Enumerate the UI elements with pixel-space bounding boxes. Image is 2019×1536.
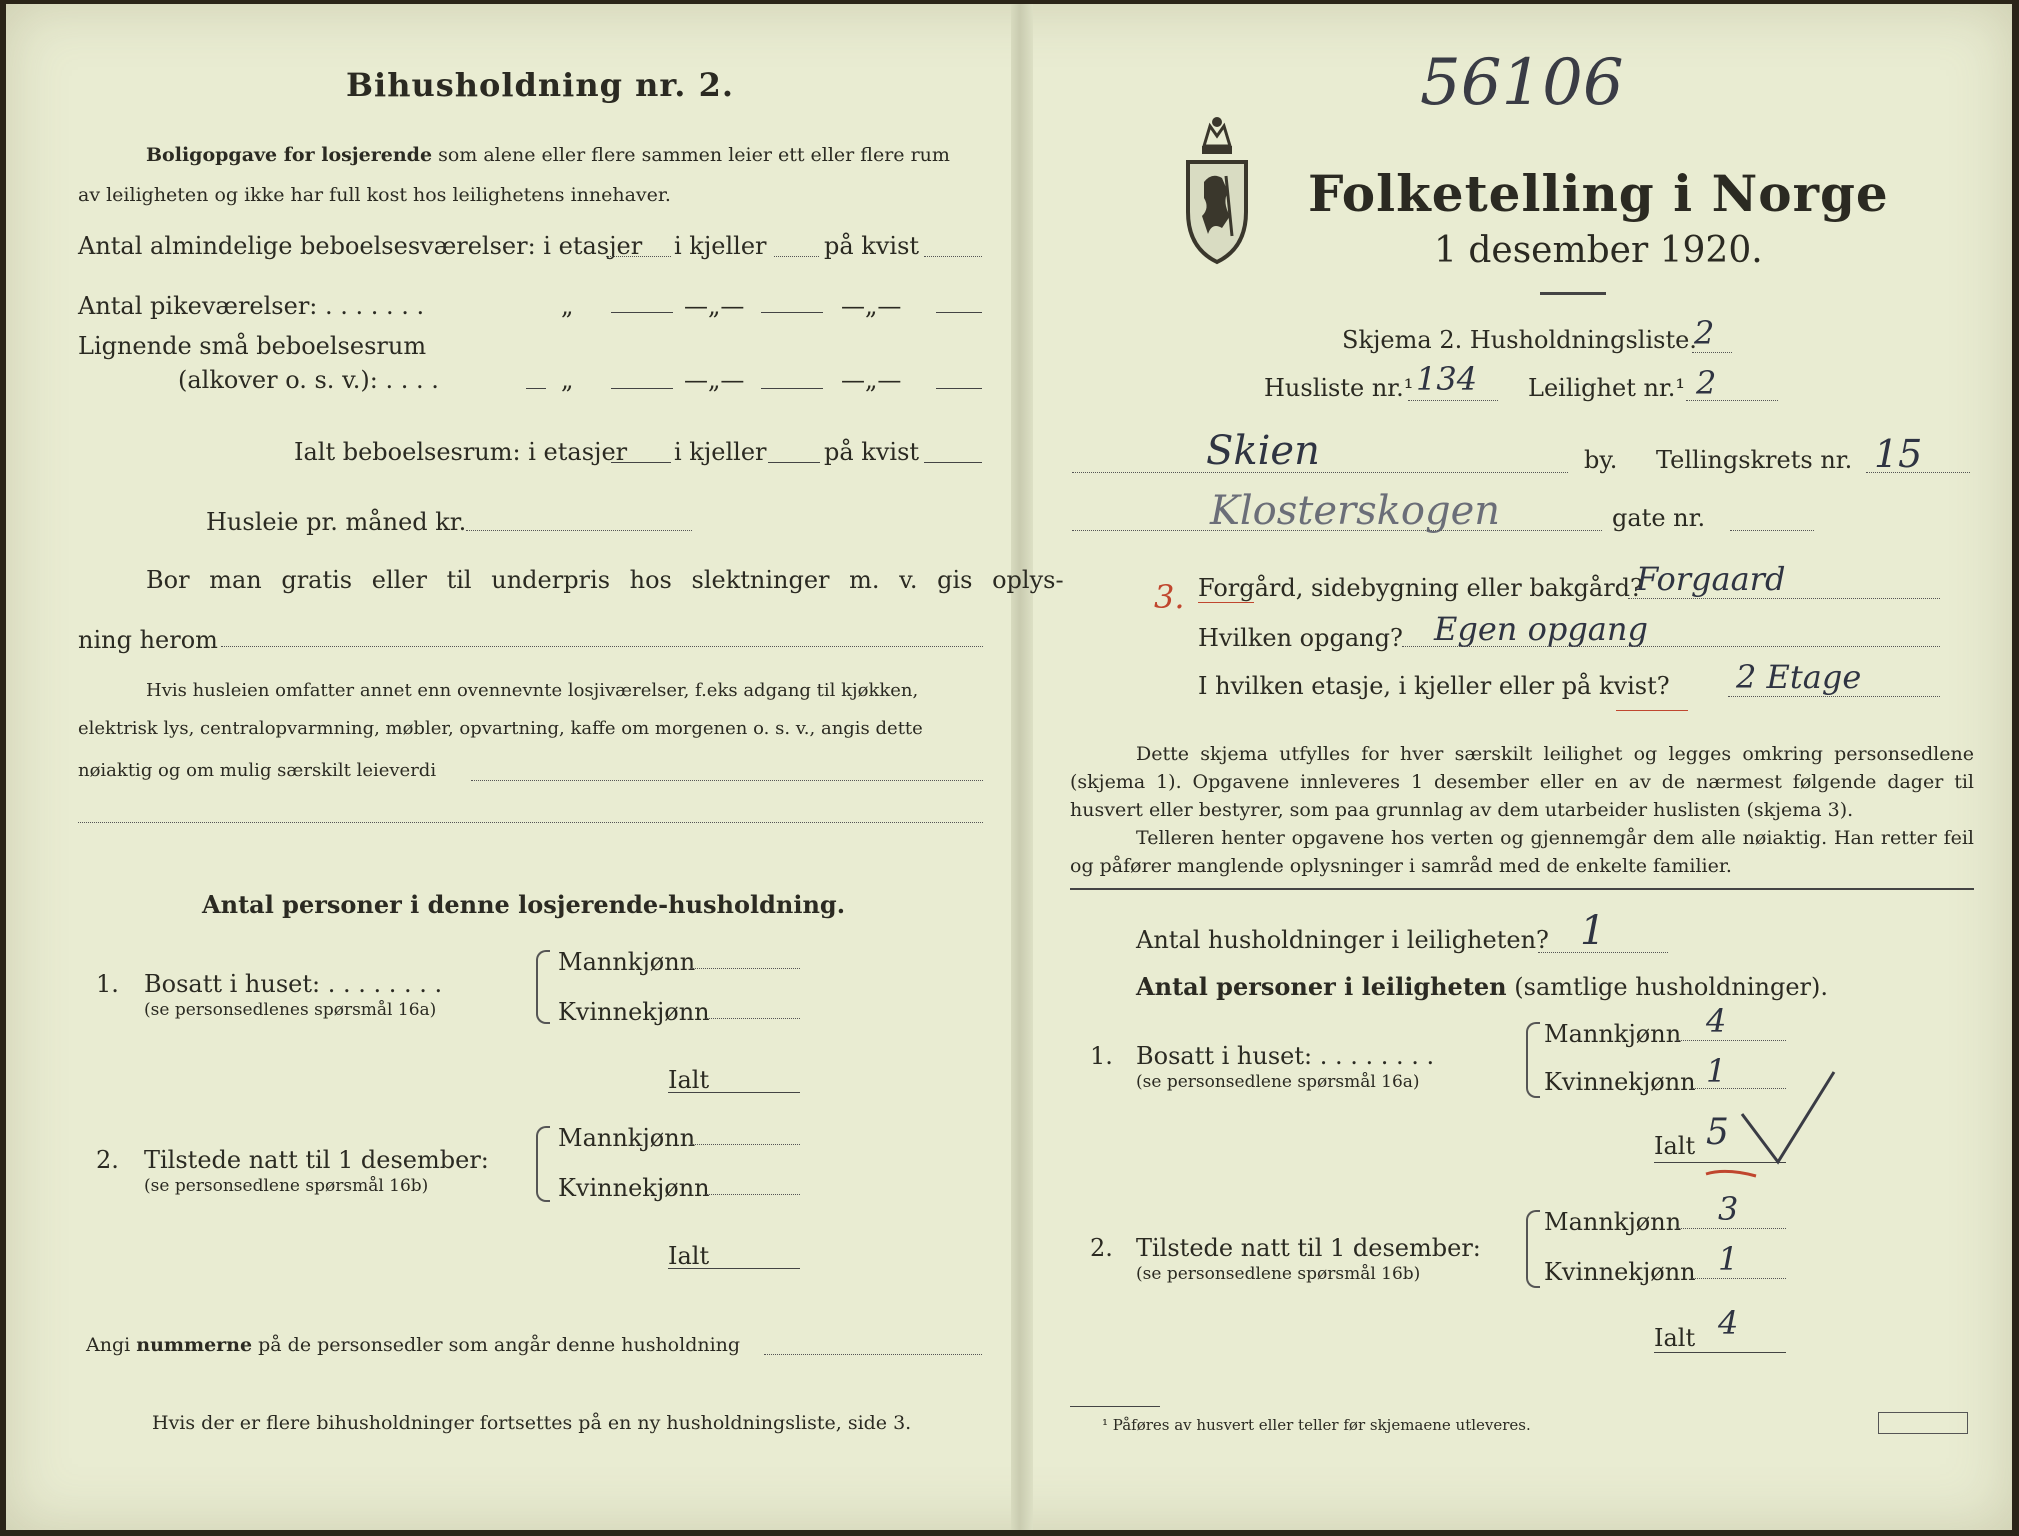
archive-number: 56106 xyxy=(1420,46,1624,120)
numbers-prefix: Angi xyxy=(86,1334,131,1356)
floor-line xyxy=(1728,696,1940,697)
total-kvist-line xyxy=(924,462,982,463)
instructions-2: Telleren henter opgavene hos verten og gjennemgår dem alle nøiaktig. Han retter feil og påfører manglende oplysninger i samråd med de enkelte familier. xyxy=(1070,827,1974,877)
households-line xyxy=(1538,952,1668,953)
alcove-line1 xyxy=(611,388,673,389)
total-etasjer-line xyxy=(611,462,671,463)
right-item1-male: Mannkjønn xyxy=(1544,1020,1682,1048)
similar-small-label: Lignende små beboelsesrum xyxy=(78,332,427,360)
street-label: gate nr. xyxy=(1612,504,1706,532)
census-date: 1 desember 1920. xyxy=(1434,230,1763,271)
free-line xyxy=(221,646,983,647)
pres-female-line xyxy=(1692,1278,1786,1279)
schema-label: Skjema 2. Husholdningsliste. xyxy=(1342,326,1697,354)
left-item2-sub: (se personsedlene spørsmål 16b) xyxy=(144,1176,429,1196)
left-item2-brace xyxy=(536,1126,550,1202)
maid-rooms-label: Antal pikeværelser: . . . . . . . xyxy=(78,292,425,320)
pres-total-line xyxy=(1654,1352,1786,1353)
note-extra-line xyxy=(78,822,983,823)
district-hw: 15 xyxy=(1874,432,1923,476)
free-line2: ning herom xyxy=(78,626,218,654)
pres-female-hw: 1 xyxy=(1718,1240,1739,1278)
left-item2-total: Ialt xyxy=(668,1242,710,1270)
left-persons-heading: Antal personer i denne losjerende-husholdning. xyxy=(202,890,846,919)
schema-hw: 2 xyxy=(1694,314,1715,352)
coat-of-arms-icon xyxy=(1182,112,1252,268)
left-item2-label: Tilstede natt til 1 desember: xyxy=(144,1146,489,1174)
floor-hw: 2 Etage xyxy=(1736,658,1862,696)
res-total-hw: 5 xyxy=(1706,1112,1729,1153)
total-kvist: på kvist xyxy=(824,438,920,466)
numbers-rest: på de personsedler som angår denne husholdning xyxy=(258,1334,741,1356)
note-line3-fill xyxy=(471,780,983,781)
persons-rest: (samtlige husholdninger). xyxy=(1514,973,1829,1001)
footnote: ¹ Påføres av husvert eller teller før skjemaene utleveres. xyxy=(1102,1416,1531,1434)
alcove-dash1: —„— xyxy=(684,366,745,394)
right-item1-num: 1. xyxy=(1090,1042,1113,1070)
left-title: Bihusholdning nr. 2. xyxy=(346,66,734,104)
yard-label: Forgård, sidebygning eller bakgård? xyxy=(1198,574,1643,602)
checkmark-icon xyxy=(1686,1064,1846,1184)
numbers-line-fill xyxy=(764,1354,982,1355)
alcove-ditto: „ xyxy=(561,366,574,394)
total-kjeller: i kjeller xyxy=(674,438,767,466)
pres-male-hw: 3 xyxy=(1718,1190,1739,1228)
rent-label: Husleie pr. måned kr. xyxy=(206,508,467,536)
numbers-bold: nummerne xyxy=(136,1334,253,1356)
maid-line3 xyxy=(936,312,982,313)
yard-line xyxy=(1628,598,1940,599)
rooms-kjeller-line xyxy=(774,256,819,257)
left-footer: Hvis der er flere bihusholdninger fortsettes på en ny husholdningsliste, side 3. xyxy=(152,1412,912,1434)
apartment-line xyxy=(1686,400,1778,401)
entrance-line xyxy=(1402,646,1940,647)
alcoves-label: (alkover o. s. v.): . . . . xyxy=(178,366,439,394)
left-item1-sub: (se personsedlenes spørsmål 16a) xyxy=(144,1000,437,1020)
left-item2-female-line xyxy=(706,1194,800,1195)
res-male-line xyxy=(1676,1040,1786,1041)
census-sheet xyxy=(6,4,2012,1530)
households-label: Antal husholdninger i leiligheten? xyxy=(1136,926,1549,954)
apartment-label: Leilighet nr.¹ xyxy=(1528,374,1686,402)
left-item1-num: 1. xyxy=(96,970,119,998)
total-kjeller-line xyxy=(768,462,820,463)
instructions-1: Dette skjema utfylles for hver særskilt leilighet og legges omkring personsedlene (skjema 1). Opgavene innleveres 1 desember eller en av de nærmest følgende dager til husvert eller bestyrer, som paa grunnlag av dem utarbeider huslisten (skjema 3). xyxy=(1070,743,1974,821)
alcove-line0 xyxy=(526,388,546,389)
right-item1-sub: (se personsedlene spørsmål 16a) xyxy=(1136,1072,1420,1092)
district-label: Tellingskrets nr. xyxy=(1656,446,1853,474)
free-line1: Bor man gratis eller til underpris hos slektninger m. v. gis oplys- xyxy=(146,566,1064,594)
house-list-line xyxy=(1408,400,1498,401)
intro-line2: av leiligheten og ikke har full kost hos leilighetens innehaver. xyxy=(78,184,671,206)
left-item1-total: Ialt xyxy=(668,1066,710,1094)
left-item1-female: Kvinnekjønn xyxy=(558,998,710,1026)
city-label: by. xyxy=(1584,446,1618,474)
right-item2-sub: (se personsedlene spørsmål 16b) xyxy=(1136,1264,1421,1284)
title-rule xyxy=(1540,292,1606,295)
right-item1-label: Bosatt i huset: . . . . . . . . xyxy=(1136,1042,1435,1070)
right-item1-total: Ialt xyxy=(1654,1132,1696,1160)
left-item2-male: Mannkjønn xyxy=(558,1124,696,1152)
street-hw: Klosterskogen xyxy=(1210,488,1501,534)
left-item2-total-line xyxy=(668,1268,800,1269)
pres-total-hw: 4 xyxy=(1718,1304,1739,1342)
right-item2-brace xyxy=(1526,1210,1540,1288)
maid-line1 xyxy=(611,312,673,313)
printer-mark xyxy=(1878,1412,1968,1434)
street-line xyxy=(1072,530,1602,531)
entrance-hw: Egen opgang xyxy=(1434,610,1648,648)
house-list-hw: 134 xyxy=(1416,360,1478,398)
res-male-hw: 4 xyxy=(1706,1002,1727,1040)
city-hw: Skien xyxy=(1206,428,1320,474)
right-item2-total: Ialt xyxy=(1654,1324,1696,1352)
section-rule xyxy=(1070,888,1974,890)
maid-line2 xyxy=(761,312,823,313)
right-item2-num: 2. xyxy=(1090,1234,1113,1262)
alcove-line3 xyxy=(936,388,982,389)
note-line3: nøiaktig og om mulig særskilt leieverdi xyxy=(78,760,437,781)
note-line2: elektrisk lys, centralopvarmning, møbler, opvartning, kaffe om morgenen o. s. v., angis dette xyxy=(78,718,923,739)
households-hw: 1 xyxy=(1580,908,1606,954)
left-item1-label: Bosatt i huset: . . . . . . . . xyxy=(144,970,443,998)
yard-hw: Forgaard xyxy=(1636,560,1786,598)
right-item2-female: Kvinnekjønn xyxy=(1544,1258,1696,1286)
right-title: Folketelling i Norge xyxy=(1308,164,1889,223)
house-list-label: Husliste nr.¹ xyxy=(1264,374,1414,402)
district-line xyxy=(1866,472,1970,473)
rooms-kvist: på kvist xyxy=(824,232,920,260)
left-item1-brace xyxy=(536,950,550,1024)
rooms-label: Antal almindelige beboelsesværelser: i etasjer xyxy=(78,232,643,260)
footnote-rule xyxy=(1070,1406,1160,1407)
res-female-hw: 1 xyxy=(1706,1052,1727,1090)
intro-rest: som alene eller flere sammen leier ett eller flere rum xyxy=(438,144,950,166)
right-item1-brace xyxy=(1526,1022,1540,1098)
alcove-dash2: —„— xyxy=(841,366,902,394)
rooms-etasjer-line xyxy=(606,256,671,257)
left-item1-total-line xyxy=(668,1092,800,1093)
left-item1-female-line xyxy=(706,1018,800,1019)
yard-underline xyxy=(1198,602,1254,603)
apartment-hw: 2 xyxy=(1696,364,1717,402)
floor-underline xyxy=(1616,710,1688,711)
maid-ditto: „ xyxy=(561,292,574,320)
city-line xyxy=(1072,472,1568,473)
left-item1-male-line xyxy=(690,968,800,969)
floor-label: I hvilken etasje, i kjeller eller på kvist? xyxy=(1198,672,1670,700)
schema-line xyxy=(1692,352,1732,353)
entrance-label: Hvilken opgang? xyxy=(1198,624,1403,652)
rooms-kjeller: i kjeller xyxy=(674,232,767,260)
intro-bold: Boligopgave for losjerende xyxy=(146,144,433,166)
pres-male-line xyxy=(1676,1228,1786,1229)
note-line1: Hvis husleien omfatter annet enn ovennevnte losjiværelser, f.eks adgang til kjøkken, xyxy=(146,680,919,701)
right-item2-label: Tilstede natt til 1 desember: xyxy=(1136,1234,1481,1262)
alcove-line2 xyxy=(761,388,823,389)
rent-line xyxy=(466,530,692,531)
numbers-line xyxy=(86,1334,740,1356)
page-fold xyxy=(1011,4,1033,1530)
total-rooms-label: Ialt beboelsesrum: i etasjer xyxy=(294,438,628,466)
right-item1-female: Kvinnekjønn xyxy=(1544,1068,1696,1096)
persons-bold: Antal personer i leiligheten xyxy=(1136,972,1507,1001)
maid-dash2: —„— xyxy=(841,292,902,320)
rooms-kvist-line xyxy=(924,256,982,257)
intro-line1 xyxy=(146,144,950,166)
left-item2-num: 2. xyxy=(96,1146,119,1174)
street-nr-line xyxy=(1730,530,1814,531)
left-item1-male: Mannkjønn xyxy=(558,948,696,976)
left-item2-female: Kvinnekjønn xyxy=(558,1174,710,1202)
mark-3: 3. xyxy=(1154,578,1185,616)
right-item2-male: Mannkjønn xyxy=(1544,1208,1682,1236)
left-item2-male-line xyxy=(690,1144,800,1145)
maid-dash1: —„— xyxy=(684,292,745,320)
right-persons-heading xyxy=(1136,972,1828,1001)
